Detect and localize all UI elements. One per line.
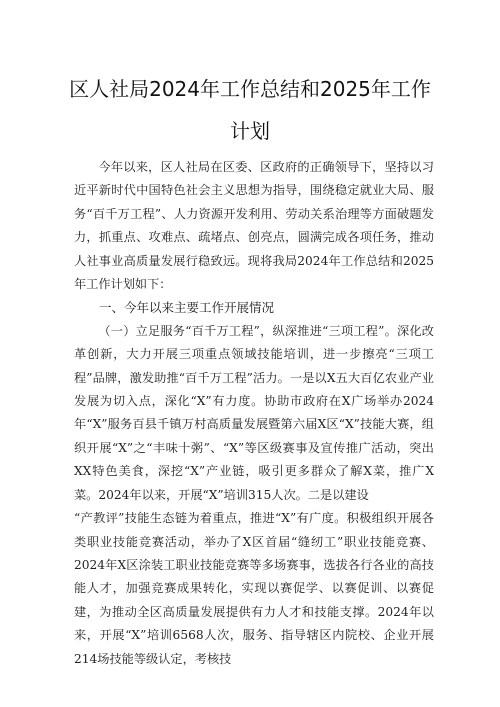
paragraph-2: “产教评”技能生态链为着重点，推进“X”有广度。积极组织开展各类职业技能竞赛活动，举办了X区首届“缝纫工”职业技能竞赛、2024年X区涂装工职业技能竞赛等多场赛事，选拔各行各业的高技能人才，加强竞赛成果转化，实现以赛促学、以赛促训、以赛促建，为推动全区高质量发展提供有力人才和技能支撑。2024年以来，开展“X”培训6568人次，服务、指导辖区内院校、企业开展214场技能等级认定，考核技 [74,511,434,666]
document-body [74,156,434,671]
section-heading-1: 一、今年以来主要工作开展情况 [99,300,275,316]
paragraph-1: （一）立足服务“百千万工程”，纵深推进“三项工程”。深化改革创新，大力开展三项重点领域技能培训，进一步擦亮“三项工程”品牌，激发助推“百千万工程”活力。一是以X五大百亿农业产业发展为切入点，深化“X”有力度。协助市政府在X广场举办2024年“X”服务百县千镇万村高质量发展暨第六届X区“X”技能大赛，组织开展“X”之“丰味十粥”、“X”等区级赛事及宣传推广活动，突出XX特色美食，深挖“X”产业链，吸引更多群众了解X菜，推广X菜。2024年以来，开展“X”培训315人次。二是以建设 [74,323,434,502]
intro-paragraph: 今年以来，区人社局在区委、区政府的正确领导下，坚持以习近平新时代中国特色社会主义思想为指导，围绕稳定就业大局、服务“百千万工程”、人力资源开发利用、劳动关系治理等方面破题发力，抓重点、攻难点、疏堵点、创亮点，圆满完成各项任务，推动人社事业高质量发展行稳致远。现将我局2024年工作总结和2025年工作计划如下： [74,160,434,292]
document-title-line2: 计划 [230,119,270,143]
document-title-line1: 区人社局2024年工作总结和2025年工作 [69,77,431,101]
